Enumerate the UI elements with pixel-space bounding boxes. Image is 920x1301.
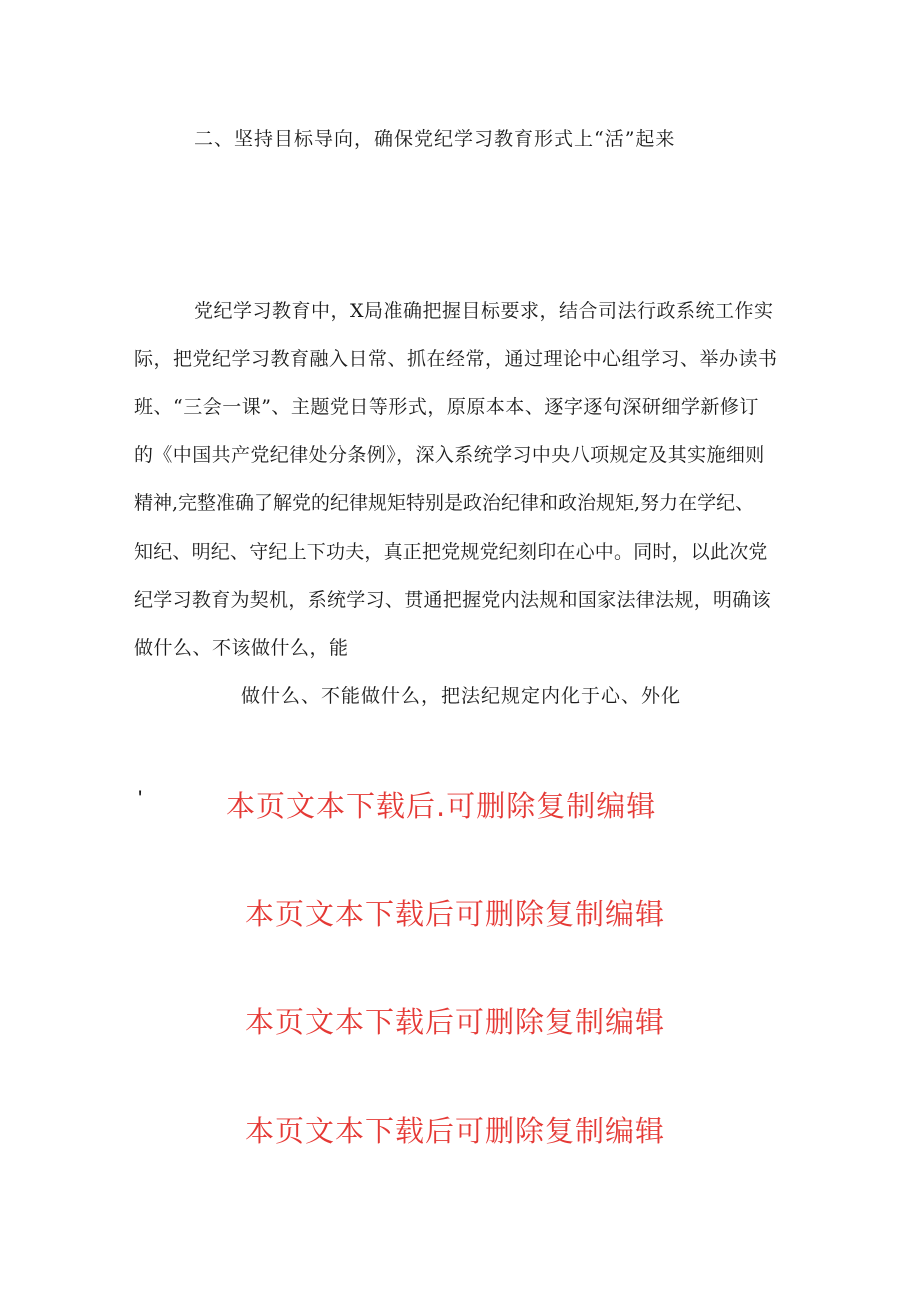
- paragraph-line: 班、“三会一课”、主题党日等形式，原原本本、逐字逐句深研细学新修订: [134, 396, 759, 418]
- watermark-text: 本页文本下载后可删除复制编辑: [245, 1005, 666, 1039]
- paragraph-line: 党纪学习教育中，X局准确把握目标要求，结合司法行政系统工作实: [194, 300, 774, 322]
- paragraph-line-continued: 做什么、不能做什么，把法纪规定内化于心、外化: [241, 685, 682, 707]
- section-heading: 二、坚持目标导向，确保党纪学习教育形式上“活”起来: [194, 128, 676, 150]
- paragraph-line: 纪学习教育为契机，系统学习、贯通把握党内法规和国家法律法规，明确该: [134, 589, 771, 611]
- watermark-text: 本页文本下载后可删除复制编辑: [245, 897, 666, 931]
- paragraph-line: 知纪、明纪、守纪上下功夫，真正把党规党纪刻印在心中。同时，以此次党: [134, 541, 768, 563]
- paragraph-line: 际，把党纪学习教育融入日常、抓在经常，通过理论中心组学习、举办读书: [134, 348, 778, 370]
- watermark-text: 本页文本下载后可删除复制编辑: [245, 1114, 666, 1148]
- paragraph-line: 精神,完整准确了解党的纪律规矩特别是政治纪律和政治规矩,努力在学纪、: [134, 492, 755, 514]
- watermark-text: 本页文本下载后.可删除复制编辑: [226, 789, 657, 823]
- stray-mark: ': [138, 786, 143, 811]
- paragraph-line: 的《中国共产党纪律处分条例》，深入系统学习中央八项规定及其实施细则: [134, 444, 765, 466]
- paragraph-line: 做什么、不该做什么，能: [134, 637, 349, 659]
